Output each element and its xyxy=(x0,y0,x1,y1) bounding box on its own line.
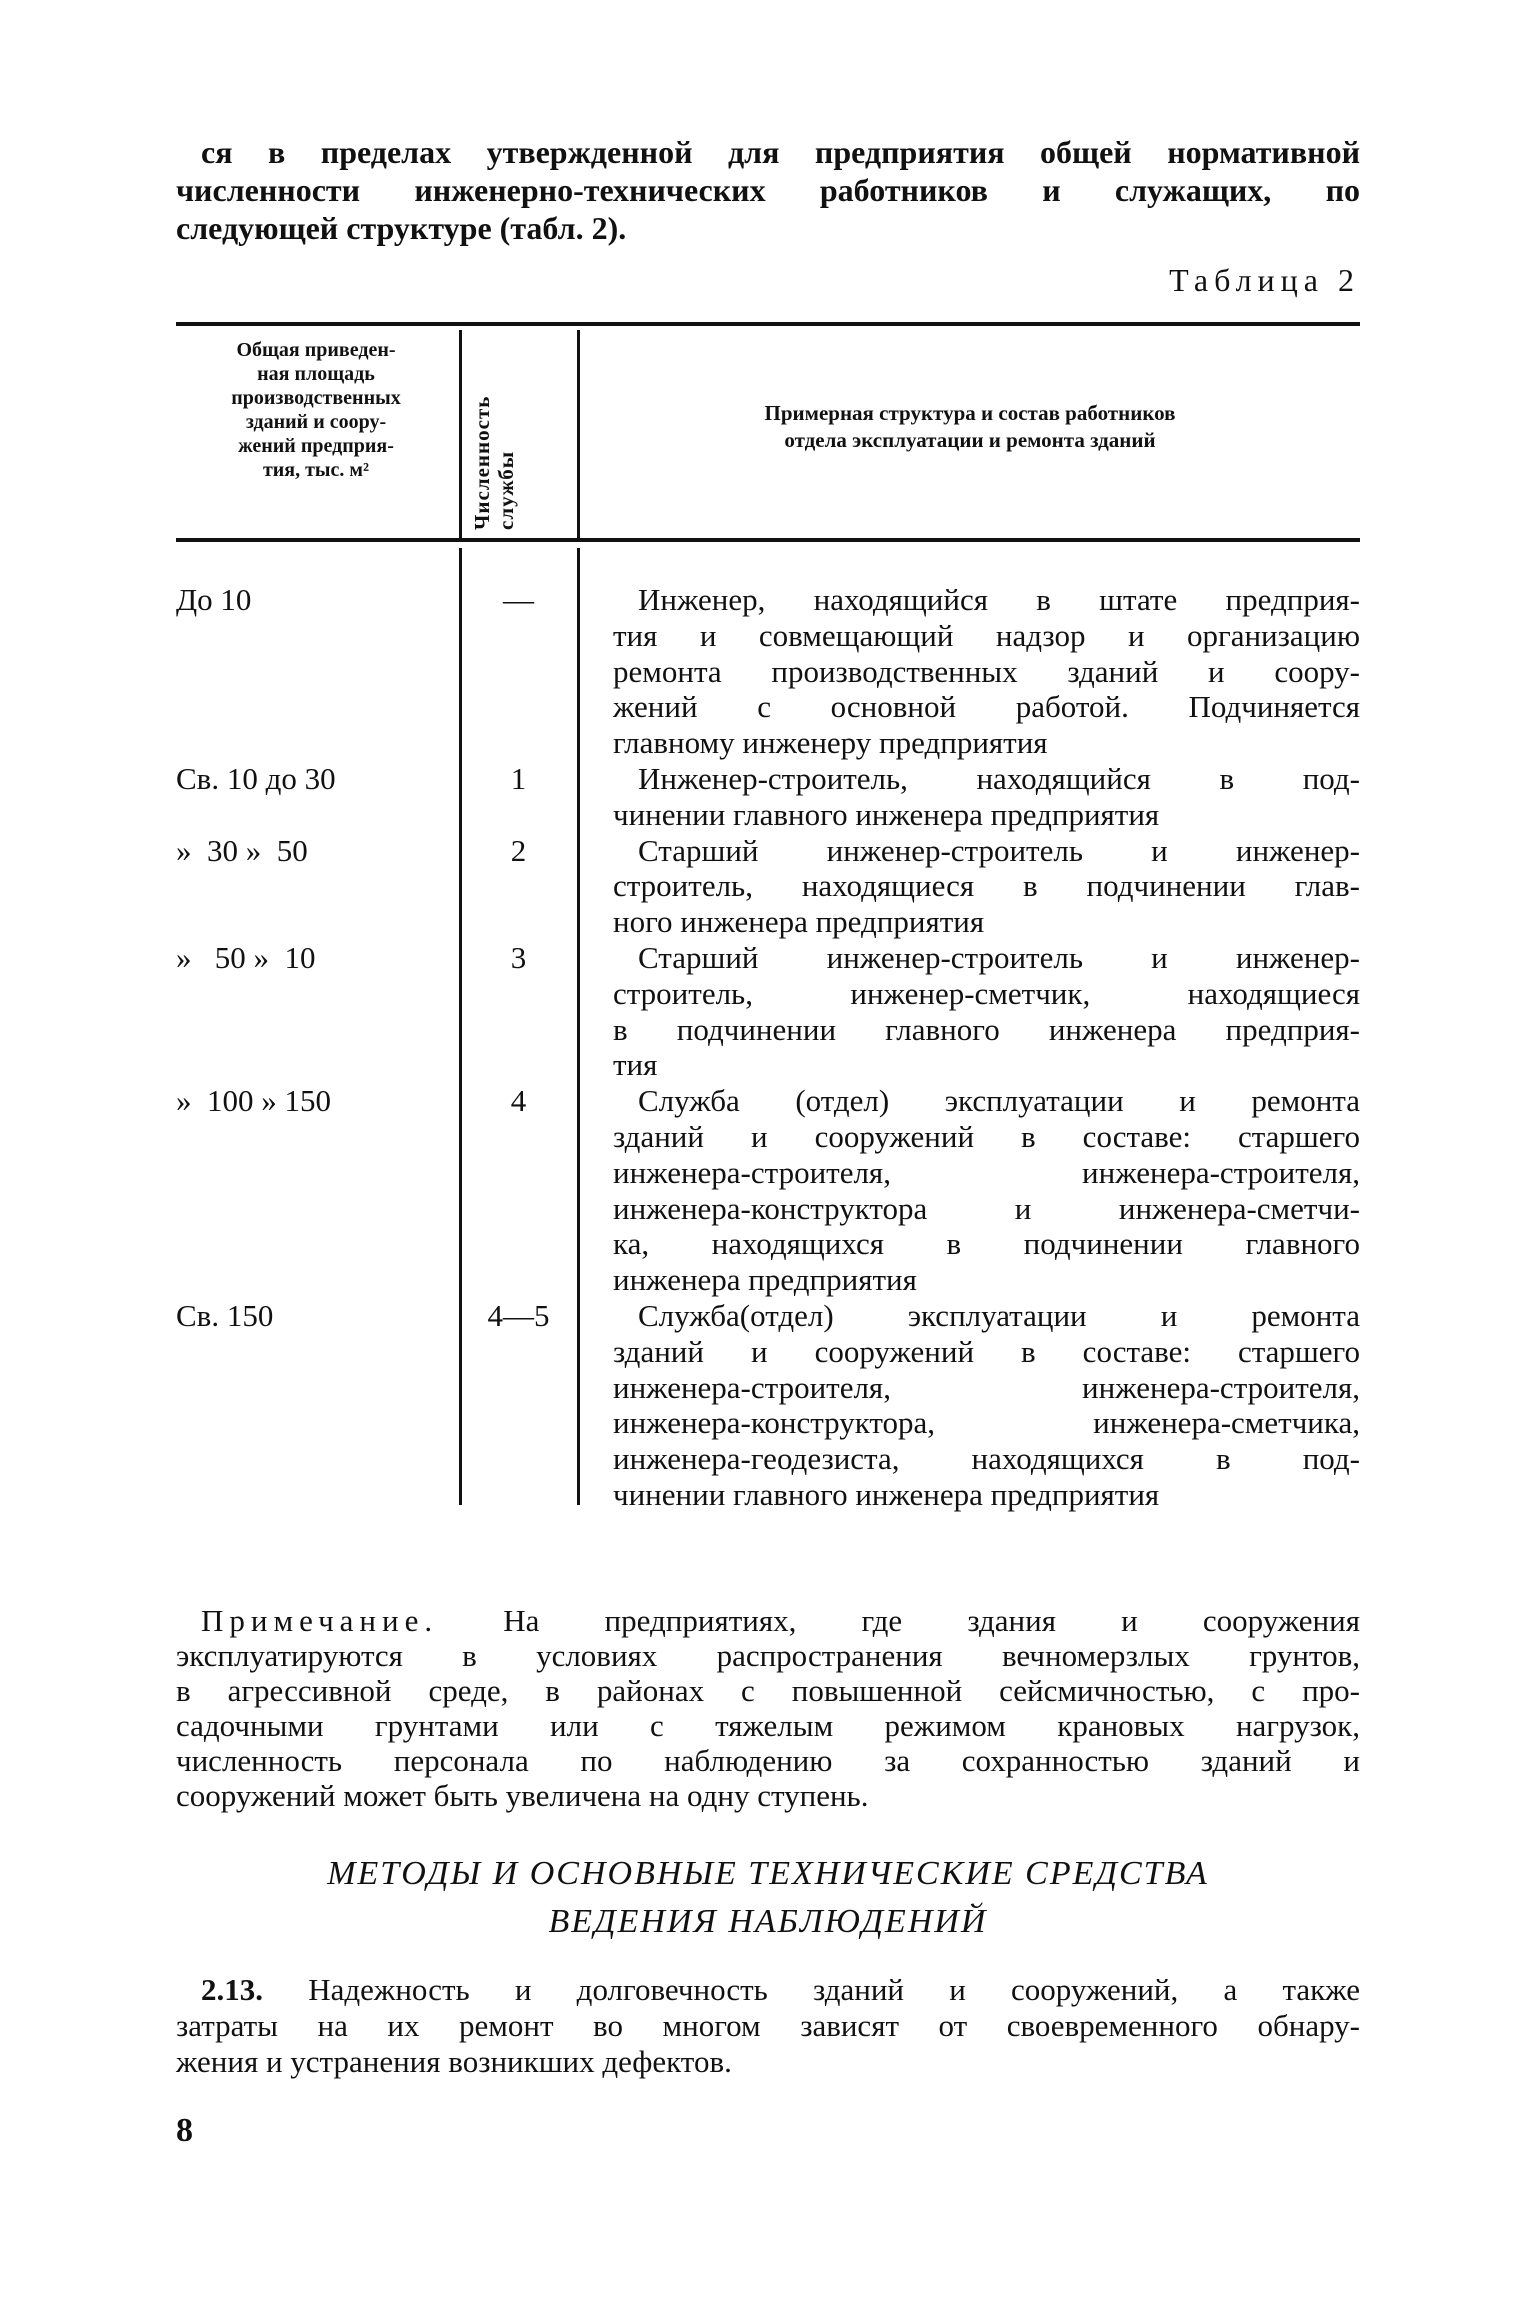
area-cell: » 50 » 10 xyxy=(176,939,316,975)
text-line: Численность xyxy=(470,395,494,530)
text-line: садочными грунтами или с тяжелым режимом крановых нагрузок, xyxy=(176,1708,1360,1743)
text-line: МЕТОДЫ И ОСНОВНЫЕ ТЕХНИЧЕСКИЕ СРЕДСТВА xyxy=(327,1855,1209,1892)
table-row xyxy=(176,761,1360,833)
structure-cell xyxy=(613,1083,1360,1298)
table-row xyxy=(176,1298,1360,1513)
text-line: Инженер, находящийся в штате предприя- xyxy=(638,582,1360,617)
text-line: инженера-конструктора и инженера-сметчи- xyxy=(613,1190,1360,1226)
text-line: тия, тыс. м² xyxy=(262,459,370,481)
structure-cell xyxy=(613,1298,1360,1513)
table-row xyxy=(176,833,1360,940)
count-cell: 4 xyxy=(510,1083,527,1119)
text-line xyxy=(176,1603,1360,1638)
paragraph-2-13 xyxy=(176,1972,1360,2080)
text-line: численности инженерно-технических работников и служащих, по xyxy=(176,172,1360,208)
area-cell: До 10 xyxy=(176,582,252,617)
text-line: в агрессивной среде, в районах с повышенной сейсмичностью, с про- xyxy=(176,1673,1360,1708)
table-row xyxy=(176,940,1360,1083)
note-paragraph xyxy=(176,1603,1360,1813)
area-cell: Св. 150 xyxy=(176,1297,274,1333)
text-line: тия и совмещающий надзор и организацию xyxy=(613,617,1360,653)
count-cell: 1 xyxy=(510,760,527,796)
note-label: Примечание. xyxy=(201,1603,439,1638)
table-header-rule xyxy=(176,538,1360,542)
text-line: инженера предприятия xyxy=(613,1262,917,1298)
text-line: жений с основной работой. Подчиняется xyxy=(613,689,1360,725)
text-line: эксплуатируются в условиях распространения вечномерзлых грунтов, xyxy=(176,1638,1360,1673)
header-structure xyxy=(580,400,1360,454)
text-line: инженера-строителя, инженера-строителя, xyxy=(613,1154,1360,1190)
text-line: в подчинении главного инженера предприя- xyxy=(613,1011,1360,1047)
paragraph-number: 2.13. xyxy=(201,1972,263,2007)
text-line: затраты на их ремонт во многом зависят от своевременного обнару- xyxy=(176,2008,1360,2043)
text-line: чинении главного инженера предприятия xyxy=(613,796,1160,832)
text-line: зданий и сооружений в составе: старшего xyxy=(613,1333,1360,1369)
structure-cell xyxy=(613,582,1360,761)
area-cell: » 30 » 50 xyxy=(176,832,308,868)
text-line: инженера-строителя, инженера-строителя, xyxy=(613,1369,1360,1405)
text-line: Служба(отдел) эксплуатации и ремонта xyxy=(638,1297,1360,1333)
count-cell: — xyxy=(503,582,534,617)
text-line: производственных xyxy=(231,387,401,409)
text-line: службы xyxy=(494,450,518,530)
area-cell: » 100 » 150 xyxy=(176,1083,331,1119)
count-cell: 3 xyxy=(510,939,527,975)
text-line: следующей структуре (табл. 2). xyxy=(176,210,627,246)
text-line: численность персонала по наблюдению за сохранностью зданий и xyxy=(176,1743,1360,1778)
table-row xyxy=(176,1083,1360,1298)
text-line: строитель, находящиеся в подчинении глав- xyxy=(613,868,1360,904)
text-line: зданий и соору- xyxy=(245,411,387,433)
text-line: тия xyxy=(613,1047,658,1083)
count-cell: 4—5 xyxy=(487,1297,550,1333)
text-line: зданий и сооружений в составе: старшего xyxy=(613,1118,1360,1154)
text-line: ка, находящихся в подчинении главного xyxy=(613,1226,1360,1262)
text-line: Старший инженер-строитель и инженер- xyxy=(638,939,1360,975)
text-line: инженера-конструктора, инженера-сметчика, xyxy=(613,1405,1360,1441)
text-line: ремонта производственных зданий и соору- xyxy=(613,653,1360,689)
column-divider xyxy=(459,330,462,538)
text-line: жений предприя- xyxy=(238,435,394,457)
area-cell: Св. 10 до 30 xyxy=(176,760,336,796)
text-line: Общая приведен- xyxy=(236,339,396,361)
table-caption: Таблица 2 xyxy=(1169,262,1360,298)
text-line: ная площадь xyxy=(257,363,375,385)
text-line: инженера-геодезиста, находящихся в под- xyxy=(613,1441,1360,1477)
text-line: Старший инженер-строитель и инженер- xyxy=(638,832,1360,868)
text-line: ся в пределах утвержденной для предприятия общей нормативной xyxy=(201,134,1360,170)
text-line: Служба (отдел) эксплуатации и ремонта xyxy=(638,1083,1360,1119)
text-line: отдела эксплуатации и ремонта зданий xyxy=(784,428,1156,452)
structure-cell xyxy=(613,833,1360,940)
structure-cell xyxy=(613,761,1360,833)
text-line: Примерная структура и состав работников xyxy=(764,401,1176,425)
page-number: 8 xyxy=(176,2112,193,2149)
text: На предприятиях, где здания и сооружения xyxy=(503,1603,1360,1638)
header-area xyxy=(176,338,456,482)
structure-cell xyxy=(613,940,1360,1083)
text-line: Инженер-строитель, находящийся в под- xyxy=(638,760,1360,796)
table-top-rule xyxy=(176,322,1360,326)
text-line: чинении главного инженера предприятия xyxy=(613,1476,1160,1512)
text-line: жения и устранения возникших дефектов. xyxy=(176,2044,732,2079)
section-heading xyxy=(176,1850,1360,1946)
count-cell: 2 xyxy=(510,832,527,868)
intro-paragraph xyxy=(176,133,1360,247)
text: Надежность и долговечность зданий и сооружений, а также xyxy=(308,1972,1360,2007)
text-line: строитель, инженер-сметчик, находящиеся xyxy=(613,975,1360,1011)
text-line: ВЕДЕНИЯ НАБЛЮДЕНИЙ xyxy=(548,1903,988,1940)
text-line xyxy=(176,1972,1360,2008)
text-line: главному инженеру предприятия xyxy=(613,725,1048,761)
text-line: ного инженера предприятия xyxy=(613,904,985,940)
header-count xyxy=(470,340,518,530)
table-row xyxy=(176,582,1360,761)
text-line: сооружений может быть увеличена на одну ступень. xyxy=(176,1778,869,1813)
table-body xyxy=(176,582,1360,1513)
